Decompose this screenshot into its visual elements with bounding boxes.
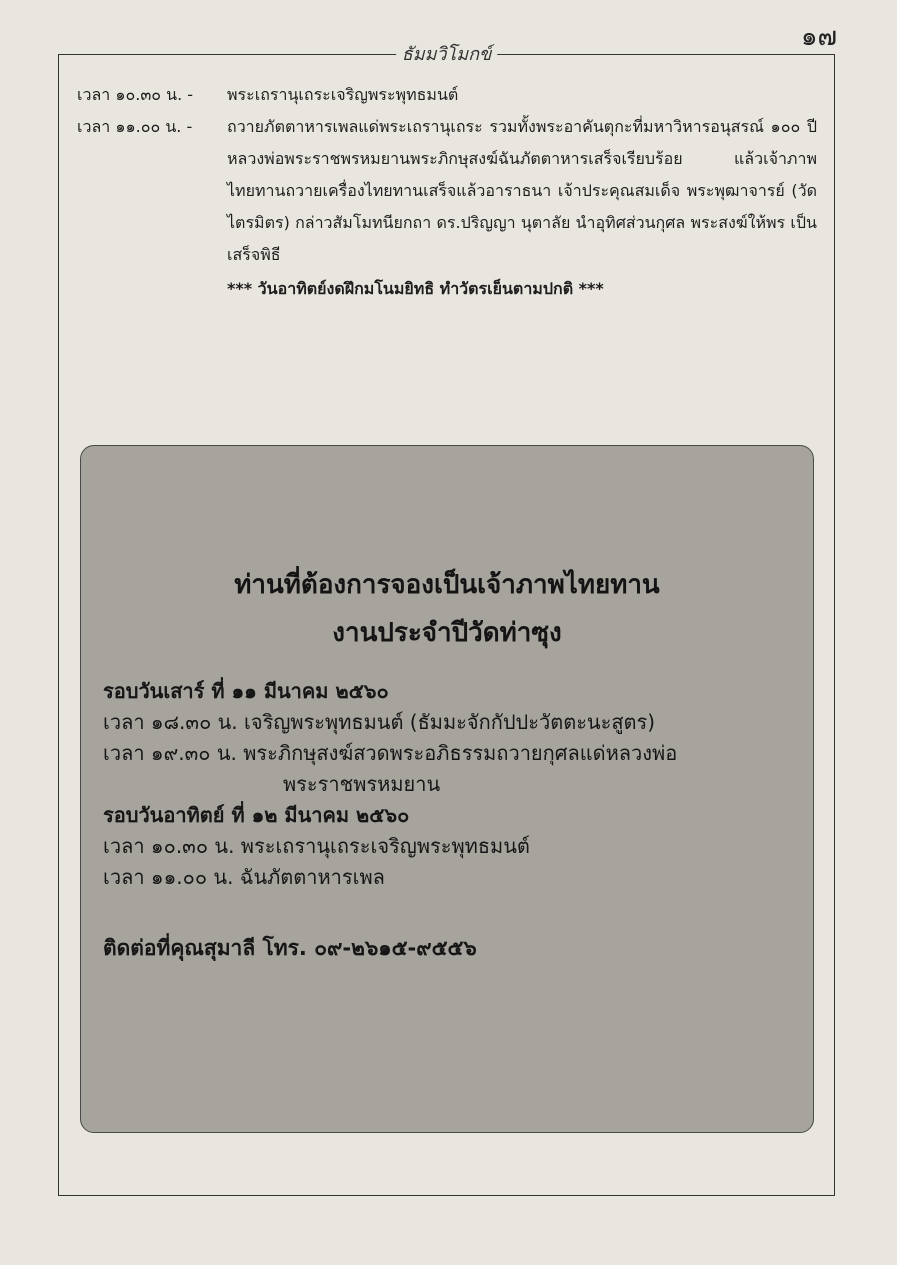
schedule-time: เวลา ๑๐.๓๐ น. - xyxy=(77,85,194,104)
page-number: ๑๗ xyxy=(800,22,837,52)
saturday-line: เวลา ๑๘.๓๐ น. เจริญพระพุทธมนต์ (ธัมมะจักกัปปะวัตตะนะสูตร) xyxy=(103,710,656,734)
saturday-line-continued: พระราชพรหมยาน xyxy=(283,772,441,796)
spacer xyxy=(103,893,793,915)
schedule-row xyxy=(77,79,817,111)
saturday-line: เวลา ๑๙.๓๐ น. พระภิกษุสงฆ์สวดพระอภิธรรมถวายกุศลแด่หลวงพ่อ xyxy=(103,741,678,765)
announcement-subtitle: งานประจำปีวัดท่าซุง xyxy=(332,618,562,648)
schedule-text: ถวายภัตตาหารเพลแด่พระเถรานุเถระ รวมทั้งพระอาคันตุกะที่มหาวิหารอนุสรณ์ ๑๐๐ ปี หลวงพ่อพระราชพรหมยานพระภิกษุสงฆ์ฉันภัตตาหารเสร็จเรียบร้อย แล้วเจ้าภาพไทยทานถวายเครื่องไทยทานเสร็จแล้วอาราธนา เจ้าประคุณสมเด็จ พระพุฒาจารย์ (วัดไตรมิตร) กล่าวสัมโมทนียกถา ดร.ปริญญา นุตาลัย นำอุทิศส่วนกุศล พระสงฆ์ให้พร เป็นเสร็จพิธี xyxy=(227,117,817,264)
schedule-time: เวลา ๑๑.๐๐ น. - xyxy=(77,117,193,136)
sunday-heading: รอบวันอาทิตย์ ที่ ๑๒ มีนาคม ๒๕๖๐ xyxy=(103,803,410,827)
announcement-body xyxy=(103,676,793,964)
schedule xyxy=(77,79,817,305)
note: *** วันอาทิตย์งดฝึกมโนมยิทธิ ทำวัตรเย็นตามปกติ *** xyxy=(227,279,604,298)
schedule-row xyxy=(77,111,817,271)
saturday-heading: รอบวันเสาร์ ที่ ๑๑ มีนาคม ๒๕๖๐ xyxy=(103,679,389,703)
announcement-box xyxy=(80,445,814,1133)
header-title: ธัมมวิโมกข์ xyxy=(396,39,498,68)
sunday-line: เวลา ๑๐.๓๐ น. พระเถรานุเถระเจริญพระพุทธมนต์ xyxy=(103,834,530,858)
schedule-text: พระเถรานุเถระเจริญพระพุทธมนต์ xyxy=(227,85,459,104)
announcement-title: ท่านที่ต้องการจองเป็นเจ้าภาพไทยทาน xyxy=(234,570,660,600)
contact-line: ติดต่อที่คุณสุมาลี โทร. ๐๙-๒๖๑๕-๙๕๕๖ xyxy=(103,936,477,960)
sunday-line: เวลา ๑๑.๐๐ น. ฉันภัตตาหารเพล xyxy=(103,865,385,889)
